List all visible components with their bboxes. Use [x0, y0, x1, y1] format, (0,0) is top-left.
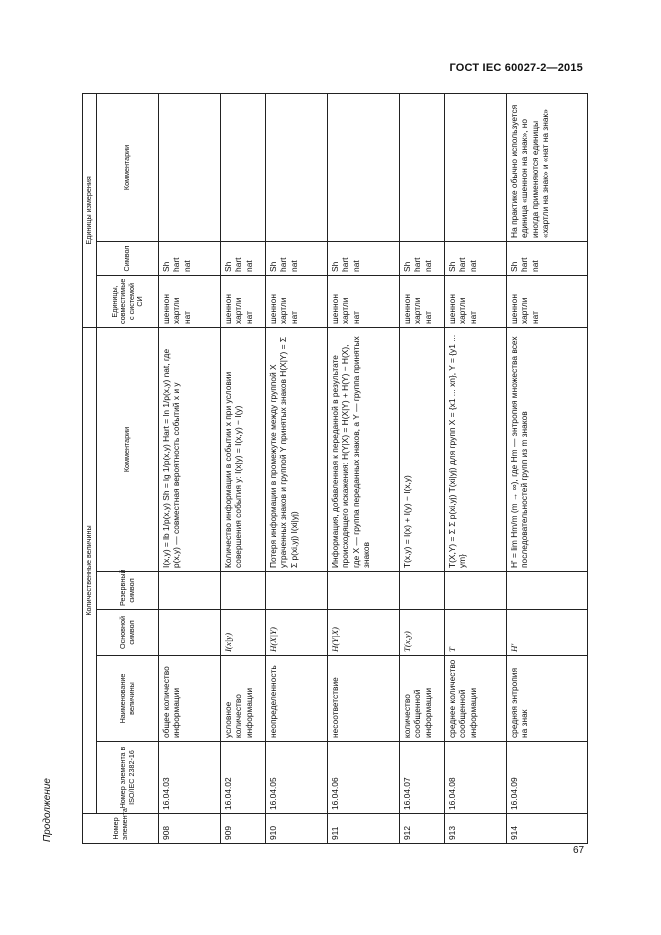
reserve-symbol	[266, 572, 328, 610]
header-main-symbol: Основной символ	[97, 610, 159, 656]
continuation-label: Продолжение	[42, 778, 53, 842]
table-row	[159, 93, 221, 843]
quantity-name: количество сообщенной информации	[400, 656, 445, 742]
table-row	[266, 93, 328, 843]
header-units: Единицы, совместимые с системой СИ	[97, 275, 159, 327]
header-reserve-symbol: Резервный символ	[97, 572, 159, 610]
table-row	[400, 93, 445, 843]
units: шеннон хартли нат	[328, 275, 400, 327]
iso-number: 16.04.02	[221, 742, 266, 814]
page-number: 67	[573, 845, 585, 856]
reserve-symbol	[400, 572, 445, 610]
units: шеннон хартли нат	[266, 275, 328, 327]
iso-number: 16.04.07	[400, 742, 445, 814]
reserve-symbol	[221, 572, 266, 610]
main-symbol	[159, 610, 221, 656]
row-number: 912	[400, 814, 445, 844]
quantity-comment: Потеря информации в промежутке между группой X утраченных знаков и группой Y принятых знаков H(X|Y) = Σ Σ p(xi,yj) I(xi|yj)	[266, 327, 328, 571]
quantity-comment: T(X,Y) = Σ Σ p(xi,yj) T(xi|yj) для групп X = {x1 ... xn}, Y = {y1 ... ym}	[445, 327, 507, 571]
quantity-name: средняя энтропия на знак	[507, 656, 588, 742]
quantity-name: условное количество информации	[221, 656, 266, 742]
table-container	[82, 94, 572, 844]
unit-symbol: Sh hart nat	[507, 241, 588, 275]
quantity-comment: T(x,y) = I(x) + I(y) − I(x,y)	[400, 327, 445, 571]
unit-comment	[221, 93, 266, 241]
header-name: Наименование величины	[97, 656, 159, 742]
unit-symbol: Sh hart nat	[266, 241, 328, 275]
main-symbol: T	[445, 610, 507, 656]
row-number: 914	[507, 814, 588, 844]
quantity-comment: Количество информации в событии x при условии совершения события y: I(x|y) = I(x,y) − I(y)	[221, 327, 266, 571]
table-body	[159, 93, 588, 843]
iso-number: 16.04.08	[445, 742, 507, 814]
unit-comment: На практике обычно используется единица «шеннон на знак», но иногда применяются единицы «хартли на знак» и «нат на знак»	[507, 93, 588, 241]
quantity-comment: H' = lim Hm/m (m → ∞), где Hm — энтропия множества всех последовательностей групп из m знаков	[507, 327, 588, 571]
reserve-symbol	[159, 572, 221, 610]
unit-symbol: Sh hart nat	[445, 241, 507, 275]
row-number: 908	[159, 814, 221, 844]
quantity-name: несоответствие	[328, 656, 400, 742]
quantity-name: неопределенность	[266, 656, 328, 742]
unit-symbol: Sh hart nat	[400, 241, 445, 275]
row-number: 911	[328, 814, 400, 844]
quantity-comment: I(x,y) = lb 1/p(x,y) Sh = lg 1/p(x,y) Hart = ln 1/p(x,y) nat, где p(x,y) — совместная вероятность событий x и y	[159, 327, 221, 571]
table-row	[507, 93, 588, 843]
header-unit-comments: Комментарии	[97, 93, 159, 241]
unit-comment	[328, 93, 400, 241]
rotated-table	[82, 94, 572, 844]
row-number: 913	[445, 814, 507, 844]
header-num: Номер элемента	[83, 814, 159, 844]
reserve-symbol	[445, 572, 507, 610]
header-quantities: Количественные величины	[83, 327, 97, 813]
main-symbol: T(x,y)	[400, 610, 445, 656]
header-iso: Номер элемента в ISO/IEC 2382-16	[97, 742, 159, 814]
unit-symbol: Sh hart nat	[221, 241, 266, 275]
header-symbol: Символ	[97, 241, 159, 275]
unit-symbol: Sh hart nat	[159, 241, 221, 275]
unit-comment	[445, 93, 507, 241]
unit-comment	[400, 93, 445, 241]
table-row	[221, 93, 266, 843]
row-number: 909	[221, 814, 266, 844]
iso-number: 16.04.05	[266, 742, 328, 814]
main-symbol: H(X|Y)	[266, 610, 328, 656]
quantities-table	[82, 93, 588, 844]
table-row	[328, 93, 400, 843]
reserve-symbol	[507, 572, 588, 610]
units: шеннон хартли нат	[507, 275, 588, 327]
reserve-symbol	[328, 572, 400, 610]
unit-comment	[159, 93, 221, 241]
quantity-name: общее количество информации	[159, 656, 221, 742]
units: шеннон хартли нат	[445, 275, 507, 327]
units: шеннон хартли нат	[400, 275, 445, 327]
iso-number: 16.04.03	[159, 742, 221, 814]
header-comments: Комментарии	[97, 327, 159, 571]
units: шеннон хартли нат	[159, 275, 221, 327]
main-symbol: H'	[507, 610, 588, 656]
quantity-name: среднее количество сообщенной информации	[445, 656, 507, 742]
unit-symbol: Sh hart nat	[328, 241, 400, 275]
iso-number: 16.04.09	[507, 742, 588, 814]
main-symbol: H(Y|X)	[328, 610, 400, 656]
row-number: 910	[266, 814, 328, 844]
unit-comment	[266, 93, 328, 241]
main-symbol: I(x|y)	[221, 610, 266, 656]
units: шеннон хартли нат	[221, 275, 266, 327]
standard-header: ГОСТ IEC 60027-2—2015	[449, 62, 583, 74]
header-units-group: Единицы измерения	[83, 93, 97, 327]
iso-number: 16.04.06	[328, 742, 400, 814]
table-row	[445, 93, 507, 843]
quantity-comment: Информация, добавленная к переданной в результате происходящего искажения: H(Y|X) = H(X|Y) + H(Y) − H(X), где X — группа переданных знаков, а Y — группа принятых знаков	[328, 327, 400, 571]
